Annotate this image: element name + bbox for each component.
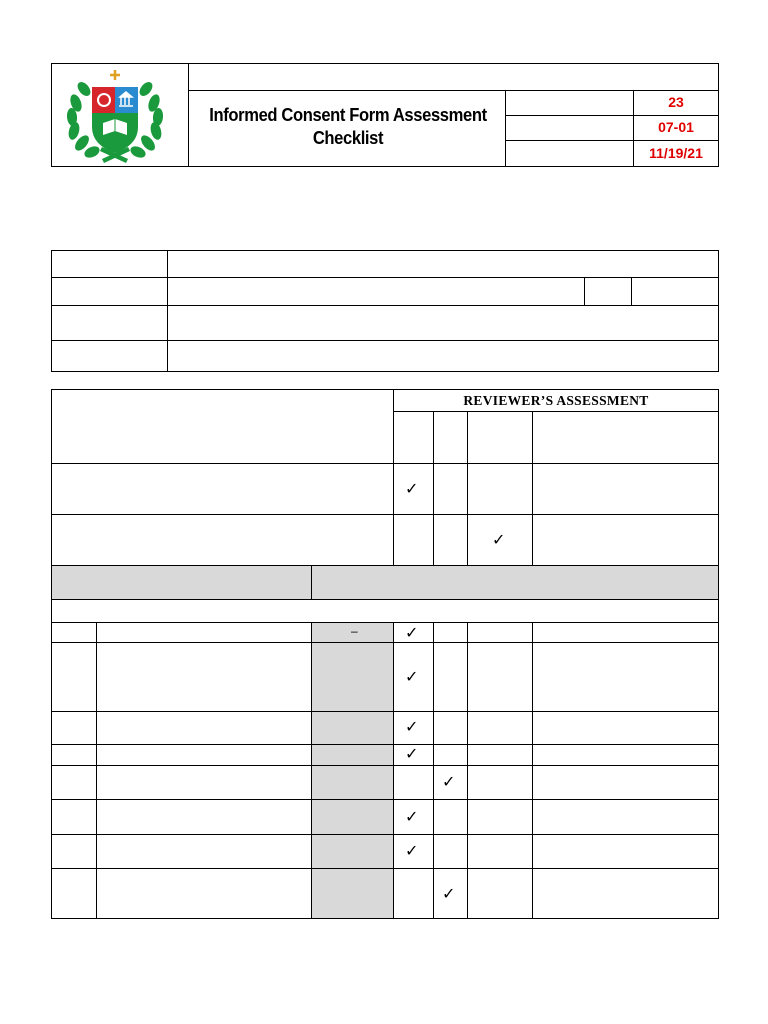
col-line-433	[433, 622, 434, 919]
row-line-4	[51, 599, 719, 600]
check-mark-3: ✓	[405, 623, 419, 642]
info-row-line-2	[51, 305, 719, 306]
row-line-10	[51, 799, 719, 800]
form-title: Informed Consent Form Assessment Checklist	[209, 105, 487, 148]
info-row2-divider-2	[631, 277, 632, 305]
form-number: 23	[668, 94, 684, 110]
reviewer-header-line	[393, 411, 719, 412]
header-divider	[188, 63, 189, 167]
col-line-467-top	[467, 411, 468, 565]
check-mark-1: ✓	[405, 479, 419, 498]
col-line-393-top	[393, 389, 394, 565]
row-line-7	[51, 711, 719, 712]
info-row2-divider-1	[584, 277, 585, 305]
col-line-433-top	[433, 411, 434, 565]
header-codes-line-2	[505, 140, 719, 141]
header-codes-line-1	[505, 115, 719, 116]
check-mark-4: ✓	[405, 667, 419, 686]
col-line-311	[311, 622, 312, 919]
effective-date: 11/19/21	[649, 145, 703, 161]
row-line-1	[51, 463, 719, 464]
institution-crest-icon	[62, 67, 168, 163]
info-row-line-1	[51, 277, 719, 278]
row-line-3	[51, 565, 719, 566]
col-line-467	[467, 622, 468, 919]
dash-mark: –	[351, 624, 358, 638]
check-mark-7: ✓	[442, 772, 456, 791]
reviewers-assessment-header: REVIEWER’S ASSESSMENT	[463, 393, 649, 408]
col-line-393	[393, 622, 394, 919]
row-line-2	[51, 514, 719, 515]
assessment-table	[51, 389, 719, 919]
row-line-5	[51, 622, 719, 623]
col-line-96	[96, 622, 97, 919]
row-line-8	[51, 744, 719, 745]
check-mark-6: ✓	[405, 744, 419, 763]
check-mark-2: ✓	[492, 530, 506, 549]
row-line-6	[51, 642, 719, 643]
header-top-row-line	[188, 90, 719, 91]
info-row-line-3	[51, 340, 719, 341]
info-table	[51, 250, 719, 372]
check-mark-9: ✓	[405, 841, 419, 860]
check-mark-8: ✓	[405, 807, 419, 826]
info-label-divider	[167, 250, 168, 372]
check-mark-10: ✓	[442, 884, 456, 903]
section-header-divider	[311, 565, 312, 599]
col-line-532-top	[532, 411, 533, 565]
row-line-9	[51, 765, 719, 766]
check-mark-5: ✓	[405, 717, 419, 736]
row-line-11	[51, 834, 719, 835]
header-codes-divider-1	[505, 90, 506, 167]
row-line-12	[51, 868, 719, 869]
revision-number: 07-01	[658, 119, 694, 135]
col-line-532	[532, 622, 533, 919]
